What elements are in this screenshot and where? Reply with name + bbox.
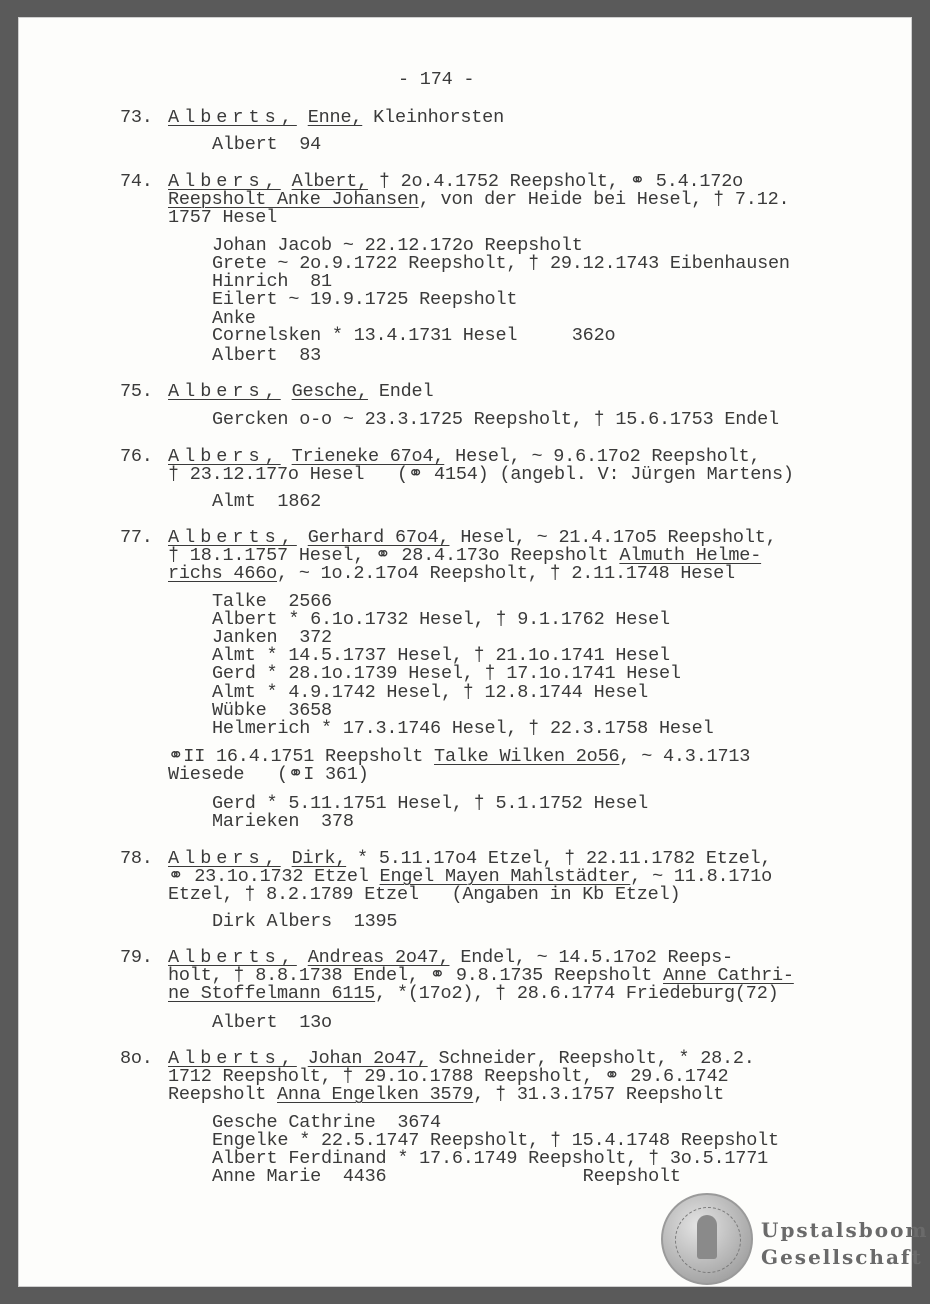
given-name: Enne, [307,107,363,128]
seal-tree-figure [697,1215,717,1259]
surname: Albers, [168,381,281,402]
surname: Alberts, [168,107,297,128]
child-line: Almt 1862 [212,491,322,512]
page-number: - 174 - [398,69,475,90]
given-name: Gerhard 67o4, [307,527,450,548]
continuation-line [168,466,794,484]
underlined-name: Anne Cathri- [662,965,794,986]
society-logo-text [761,1217,929,1271]
surname: Alberts, [168,527,297,548]
line-text: ⚭II 16.4.1751 Reepsholt [168,746,435,767]
entry-heading [168,383,433,401]
heading-details: Endel [367,381,434,402]
heading-details: Schneider, Reepsholt, * 28.2. [427,1048,755,1069]
entry-number: 79. [120,947,153,968]
line-rest: , † 31.3.1757 Reepsholt [473,1084,725,1105]
line-rest: , von der Heide bei Hesel, † 7.12. [418,189,790,210]
child-line: Anne Marie 4436 Reepsholt [212,1166,681,1187]
logo-line-2: Gesellschaft [761,1245,923,1269]
line-text: holt, † 8.8.1738 Endel, ⚭ 9.8.1735 Reepsholt [168,965,663,986]
continuation-line [168,886,680,904]
child-line: Hinrich 81 [212,271,332,292]
child-line: Gercken o-o ~ 23.3.1725 Reepsholt, † 15.6.1753 Endel [212,409,779,430]
line-text: Etzel, † 8.2.1789 Etzel (Angaben in Kb Etzel) [168,884,681,905]
child-line: Albert Ferdinand * 17.6.1749 Reepsholt, † 3o.5.1771 [212,1148,768,1169]
line-rest: , ~ 1o.2.17o4 Reepsholt, † 2.11.1748 Hesel [277,563,735,584]
line-text: 1712 Reepsholt, † 29.1o.1788 Reepsholt, ⚭ 29.6.1742 [168,1066,729,1087]
child-line: Gerd * 28.1o.1739 Hesel, † 17.1o.1741 Hesel [212,663,681,684]
child-line: Eilert ~ 19.9.1725 Reepsholt [212,289,518,310]
child-line: Albert * 6.1o.1732 Hesel, † 9.1.1762 Hesel [212,609,670,630]
entry-number: 78. [120,848,153,869]
heading-details: Kleinhorsten [362,107,504,128]
child-line: Talke 2566 [212,591,332,612]
child-line: Almt * 14.5.1737 Hesel, † 21.1o.1741 Hesel [212,645,670,666]
document-page [18,17,929,1287]
child-line: Anke [212,308,256,329]
underlined-name: Almuth Helme- [619,545,762,566]
society-seal-icon [661,1193,753,1285]
child-line: Engelke * 22.5.1747 Reepsholt, † 15.4.1748 Reepsholt [212,1130,779,1151]
entry-number: 74. [120,171,153,192]
child-line: Grete ~ 2o.9.1722 Reepsholt, † 29.12.1743 Eibenhausen [212,253,790,274]
child-line: Johan Jacob ~ 22.12.172o Reepsholt [212,235,583,256]
surname: Alberts, [168,1048,297,1069]
given-name: Andreas 2o47, [307,947,450,968]
line-text: † 18.1.1757 Hesel, ⚭ 28.4.173o Reepsholt [168,545,620,566]
entry-number: 73. [120,107,153,128]
surname: Albers, [168,848,281,869]
underlined-name: Engel Mayen Mahlstädter [379,866,631,887]
underlined-name: ne Stoffelmann 6115 [168,983,376,1004]
heading-details: Hesel, ~ 9.6.17o2 Reepsholt, [444,446,761,467]
entry-number: 75. [120,381,153,402]
given-name: Trieneke 67o4, [291,446,445,467]
child-line: Dirk Albers 1395 [212,911,398,932]
given-name: Dirk, [291,848,347,869]
line-text: ⚭ 23.1o.1732 Etzel [168,866,380,887]
continuation-line [168,766,369,784]
heading-details: Hesel, ~ 21.4.17o5 Reepsholt, [449,527,777,548]
entry-number: 76. [120,446,153,467]
heading-details: Endel, ~ 14.5.17o2 Reeps- [449,947,733,968]
child-line: Albert 13o [212,1012,332,1033]
line-text: Reepsholt [168,1084,278,1105]
surname: Albers, [168,446,281,467]
entry-number: 8o. [120,1048,153,1069]
child-line: Albert 83 [212,345,322,366]
given-name: Gesche, [291,381,368,402]
child-line: Marieken 378 [212,811,354,832]
line-text: † 23.12.177o Hesel (⚭ 4154) (angebl. V: Jürgen Martens) [168,464,794,485]
logo-line-1: Upstalsboom [761,1218,929,1242]
child-line: Albert 94 [212,134,322,155]
line-text: 1757 Hesel [168,207,278,228]
line-rest: , *(17o2), † 28.6.1774 Friedeburg(72) [375,983,779,1004]
line-rest: , ~ 11.8.171o [630,866,773,887]
line-text: Wiesede (⚭I 361) [168,764,369,785]
underlined-name: Anna Engelken 3579 [277,1084,474,1105]
underlined-name: Reepsholt Anke Johansen [168,189,419,210]
given-name: Albert, [291,171,368,192]
heading-details: * 5.11.17o4 Etzel, † 22.11.1782 Etzel, [346,848,772,869]
child-line: Cornelsken * 13.4.1731 Hesel 362o [212,325,616,346]
continuation-line [168,565,735,583]
child-line: Gerd * 5.11.1751 Hesel, † 5.1.1752 Hesel [212,793,649,814]
underlined-name: richs 466o [168,563,278,584]
continuation-line [168,209,277,227]
child-line: Wübke 3658 [212,700,332,721]
child-line: Gesche Cathrine 3674 [212,1112,441,1133]
child-line: Almt * 4.9.1742 Hesel, † 12.8.1744 Hesel [212,682,649,703]
child-line: Helmerich * 17.3.1746 Hesel, † 22.3.1758 Hesel [212,718,714,739]
given-name: Johan 2o47, [307,1048,428,1069]
child-line: Janken 372 [212,627,332,648]
underlined-name: Talke Wilken 2o56 [434,746,620,767]
entry-number: 77. [120,527,153,548]
surname: Albers, [168,171,281,192]
continuation-line [168,1086,724,1104]
continuation-line [168,985,779,1003]
line-rest: , ~ 4.3.1713 [619,746,751,767]
surname: Alberts, [168,947,297,968]
heading-details: † 2o.4.1752 Reepsholt, ⚭ 5.4.172o [367,171,744,192]
entry-heading [168,109,504,127]
